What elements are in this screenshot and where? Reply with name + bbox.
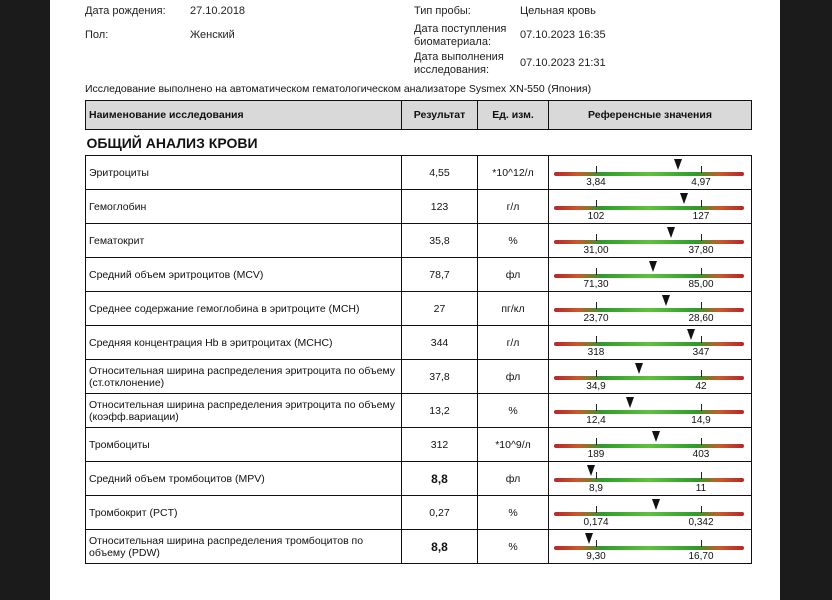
test-result: 78,7 xyxy=(402,258,478,292)
gauge-label-lo: 3,84 xyxy=(586,177,606,188)
test-unit: % xyxy=(478,496,549,530)
test-name: Гематокрит xyxy=(86,224,402,258)
test-name: Средний объем эритроцитов (MCV) xyxy=(86,258,402,292)
reference-gauge-cell xyxy=(549,360,752,394)
table-row xyxy=(86,360,752,394)
gauge-label-hi: 37,80 xyxy=(688,245,714,256)
gauge-label-hi: 16,70 xyxy=(688,551,714,562)
reference-gauge-cell xyxy=(549,530,752,564)
gauge-tick-hi xyxy=(701,370,702,377)
gauge-bar xyxy=(554,274,744,278)
gauge-tick-lo xyxy=(596,336,597,343)
result-marker-icon xyxy=(662,295,670,306)
gauge-bar xyxy=(554,410,744,414)
gauge-tick-lo xyxy=(596,200,597,207)
gauge-tick-lo xyxy=(596,438,597,445)
test-unit: % xyxy=(478,224,549,258)
test-name: Среднее содержание гемоглобина в эритроците (MCH) xyxy=(86,292,402,326)
reference-gauge xyxy=(554,394,744,427)
done-label-line2: исследования: xyxy=(414,64,490,76)
gauge-bar xyxy=(554,240,744,244)
reference-gauge-cell xyxy=(549,156,752,190)
gauge-label-hi: 42 xyxy=(695,381,707,392)
reference-gauge xyxy=(554,496,744,529)
reference-gauge xyxy=(554,462,744,495)
gauge-label-lo: 8,9 xyxy=(589,483,603,494)
reference-gauge-cell xyxy=(549,224,752,258)
table-row xyxy=(86,190,752,224)
test-name: Средний объем тромбоцитов (MPV) xyxy=(86,462,402,496)
received-label xyxy=(414,23,506,49)
test-name: Относительная ширина распределения эритроцита по объему (ст.отклонение) xyxy=(86,360,402,394)
gauge-tick-hi xyxy=(701,404,702,411)
gauge-bar xyxy=(554,172,744,176)
reference-gauge xyxy=(554,530,744,563)
result-marker-icon xyxy=(649,261,657,272)
gauge-bar xyxy=(554,206,744,210)
table-row xyxy=(86,156,752,190)
result-marker-icon xyxy=(652,499,660,510)
sex-label: Пол: xyxy=(85,29,109,41)
gauge-tick-hi xyxy=(701,268,702,275)
test-result: 4,55 xyxy=(402,156,478,190)
gauge-label-hi: 127 xyxy=(692,211,710,222)
gauge-label-hi: 28,60 xyxy=(688,313,714,324)
result-marker-icon xyxy=(674,159,682,170)
test-result: 344 xyxy=(402,326,478,360)
test-result: 8,8 xyxy=(402,530,478,564)
test-unit: % xyxy=(478,394,549,428)
gauge-label-lo: 0,174 xyxy=(583,517,609,528)
gauge-bar xyxy=(554,342,744,346)
table-row xyxy=(86,496,752,530)
test-name: Относительная ширина распределения эритроцита по объему (коэфф.вариации) xyxy=(86,394,402,428)
gauge-label-lo: 31,00 xyxy=(583,245,609,256)
result-marker-icon xyxy=(687,329,695,340)
test-result: 37,8 xyxy=(402,360,478,394)
reference-gauge xyxy=(554,190,744,223)
gauge-tick-hi xyxy=(701,336,702,343)
section-title: ОБЩИЙ АНАЛИЗ КРОВИ xyxy=(86,130,752,156)
reference-gauge-cell xyxy=(549,292,752,326)
reference-gauge xyxy=(554,360,744,393)
gauge-tick-hi xyxy=(701,540,702,547)
gauge-tick-hi xyxy=(701,200,702,207)
test-unit: % xyxy=(478,530,549,564)
reference-gauge-cell xyxy=(549,190,752,224)
test-result: 312 xyxy=(402,428,478,462)
table-row xyxy=(86,394,752,428)
gauge-tick-lo xyxy=(596,370,597,377)
reference-gauge-cell xyxy=(549,394,752,428)
reference-gauge-cell xyxy=(549,496,752,530)
gauge-tick-hi xyxy=(701,166,702,173)
test-unit: г/л xyxy=(478,190,549,224)
gauge-tick-hi xyxy=(701,302,702,309)
table-row xyxy=(86,326,752,360)
sex-value: Женский xyxy=(190,29,235,41)
gauge-tick-lo xyxy=(596,404,597,411)
table-row xyxy=(86,292,752,326)
reference-gauge xyxy=(554,258,744,291)
reference-gauge-cell xyxy=(549,428,752,462)
report-page xyxy=(50,0,780,600)
gauge-bar xyxy=(554,376,744,380)
gauge-tick-lo xyxy=(596,166,597,173)
dob-label: Дата рождения: xyxy=(85,5,166,17)
test-result: 35,8 xyxy=(402,224,478,258)
reference-gauge xyxy=(554,326,744,359)
test-name: Гемоглобин xyxy=(86,190,402,224)
reference-gauge xyxy=(554,428,744,461)
gauge-bar xyxy=(554,546,744,550)
gauge-label-lo: 34,9 xyxy=(586,381,606,392)
result-marker-icon xyxy=(652,431,660,442)
test-result: 8,8 xyxy=(402,462,478,496)
header-result: Результат xyxy=(402,101,478,130)
table-row xyxy=(86,224,752,258)
gauge-tick-lo xyxy=(596,234,597,241)
gauge-label-lo: 12,4 xyxy=(586,415,606,426)
gauge-label-lo: 189 xyxy=(587,449,605,460)
done-value: 07.10.2023 21:31 xyxy=(520,57,606,69)
test-unit: фл xyxy=(478,258,549,292)
gauge-label-lo: 23,70 xyxy=(583,313,609,324)
test-result: 27 xyxy=(402,292,478,326)
gauge-label-lo: 71,30 xyxy=(583,279,609,290)
done-label-line1: Дата выполнения xyxy=(414,51,504,63)
test-unit: г/л xyxy=(478,326,549,360)
gauge-label-hi: 0,342 xyxy=(688,517,714,528)
result-marker-icon xyxy=(626,397,634,408)
sample-type-value: Цельная кровь xyxy=(520,5,596,17)
gauge-label-lo: 9,30 xyxy=(586,551,606,562)
gauge-label-hi: 11 xyxy=(695,483,707,494)
gauge-label-hi: 4,97 xyxy=(691,177,711,188)
result-marker-icon xyxy=(635,363,643,374)
gauge-bar xyxy=(554,308,744,312)
reference-gauge xyxy=(554,156,744,189)
test-name: Тромбоциты xyxy=(86,428,402,462)
test-unit: *10^12/л xyxy=(478,156,549,190)
table-row xyxy=(86,258,752,292)
gauge-bar xyxy=(554,478,744,482)
gauge-label-lo: 102 xyxy=(587,211,605,222)
reference-gauge-cell xyxy=(549,326,752,360)
gauge-bar xyxy=(554,444,744,448)
gauge-tick-lo xyxy=(596,506,597,513)
test-unit: *10^9/л xyxy=(478,428,549,462)
test-unit: фл xyxy=(478,462,549,496)
gauge-tick-lo xyxy=(596,540,597,547)
table-row xyxy=(86,530,752,564)
gauge-tick-hi xyxy=(701,438,702,445)
result-marker-icon xyxy=(667,227,675,238)
done-label xyxy=(414,51,504,77)
test-name: Тромбокрит (PCT) xyxy=(86,496,402,530)
gauge-tick-hi xyxy=(701,234,702,241)
header-ref: Референсные значения xyxy=(549,101,752,130)
test-unit: пг/кл xyxy=(478,292,549,326)
result-marker-icon xyxy=(585,533,593,544)
table-row xyxy=(86,428,752,462)
sample-type-label: Тип пробы: xyxy=(414,5,471,17)
gauge-tick-lo xyxy=(596,472,597,479)
analyzer-note: Исследование выполнено на автоматическом гематологическом анализаторе Sysmex XN-550 (Япония) xyxy=(85,83,592,95)
test-result: 123 xyxy=(402,190,478,224)
dob-value: 27.10.2018 xyxy=(190,5,246,17)
reference-gauge xyxy=(554,224,744,257)
table-header xyxy=(86,101,752,130)
result-marker-icon xyxy=(680,193,688,204)
test-result: 13,2 xyxy=(402,394,478,428)
test-name: Эритроциты xyxy=(86,156,402,190)
received-label-line2: биоматериала: xyxy=(414,36,492,48)
results-table xyxy=(85,100,752,564)
gauge-tick-lo xyxy=(596,302,597,309)
table-row xyxy=(86,462,752,496)
received-value: 07.10.2023 16:35 xyxy=(520,29,606,41)
reference-gauge xyxy=(554,292,744,325)
header-unit: Ед. изм. xyxy=(478,101,549,130)
test-result: 0,27 xyxy=(402,496,478,530)
gauge-label-hi: 85,00 xyxy=(688,279,714,290)
header-name: Наименование исследования xyxy=(86,101,402,130)
gauge-bar xyxy=(554,512,744,516)
gauge-tick-hi xyxy=(701,506,702,513)
gauge-label-hi: 347 xyxy=(692,347,710,358)
reference-gauge-cell xyxy=(549,462,752,496)
result-marker-icon xyxy=(587,465,595,476)
gauge-tick-hi xyxy=(701,472,702,479)
test-name: Относительная ширина распределения тромбоцитов по объему (PDW) xyxy=(86,530,402,564)
gauge-label-hi: 14,9 xyxy=(691,415,711,426)
test-name: Средняя концентрация Hb в эритроцитах (MCHC) xyxy=(86,326,402,360)
gauge-label-lo: 318 xyxy=(587,347,605,358)
gauge-label-hi: 403 xyxy=(692,449,710,460)
test-unit: фл xyxy=(478,360,549,394)
received-label-line1: Дата поступления xyxy=(414,23,507,35)
gauge-tick-lo xyxy=(596,268,597,275)
reference-gauge-cell xyxy=(549,258,752,292)
section-row xyxy=(86,130,752,156)
